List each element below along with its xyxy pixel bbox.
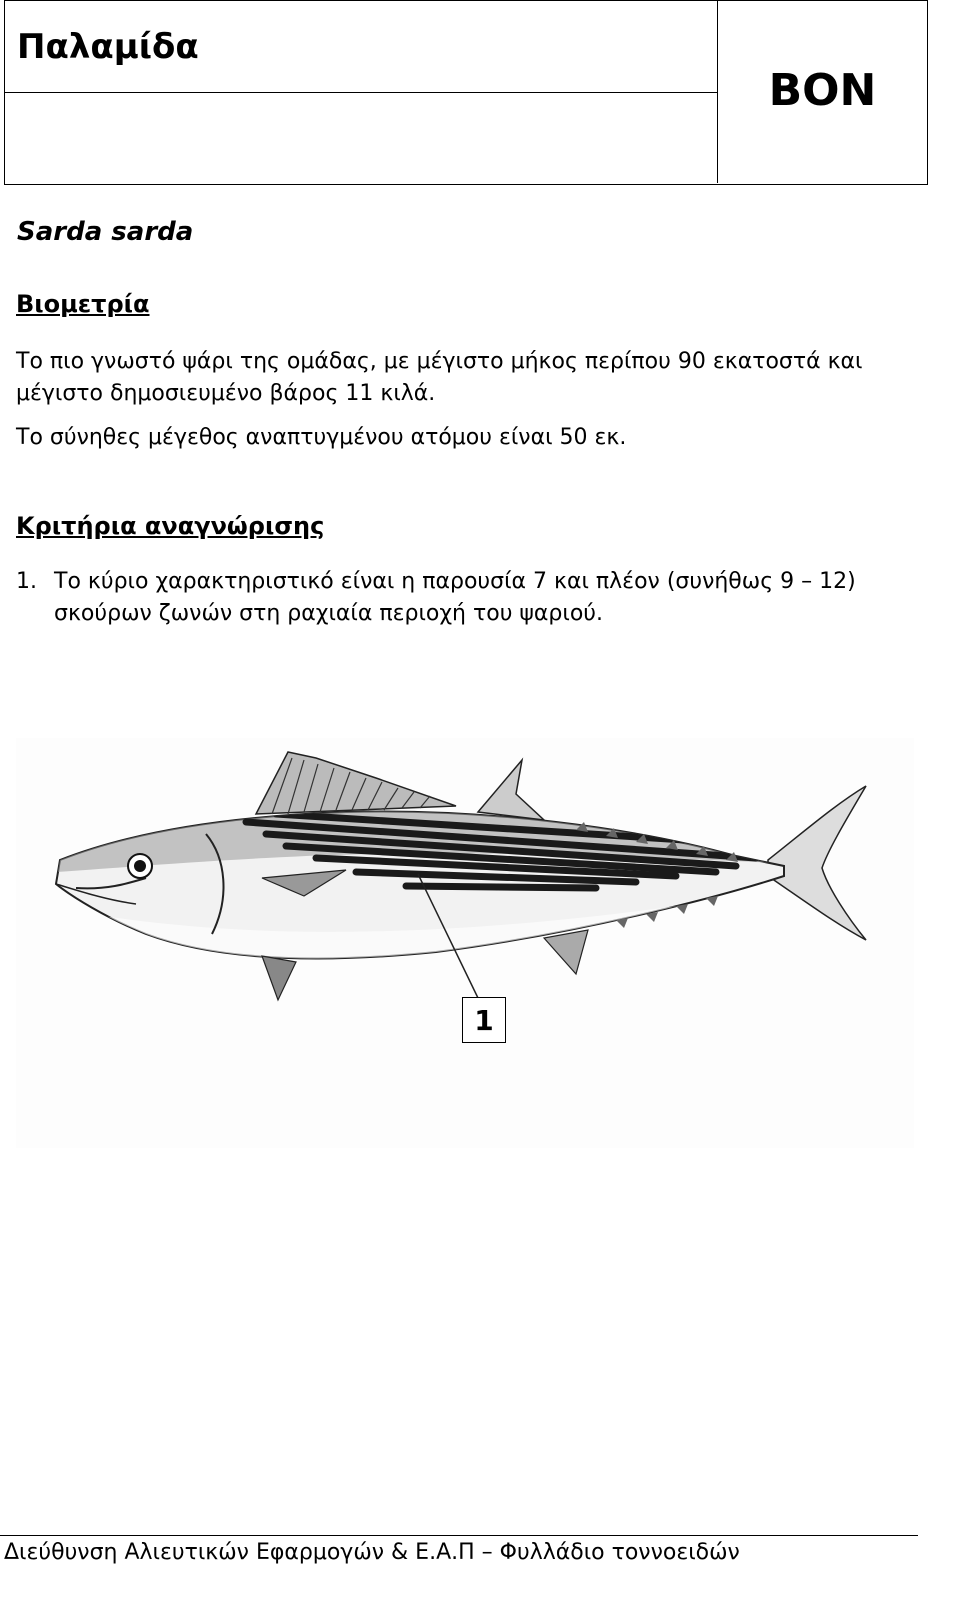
footer-divider [0,1535,918,1536]
biometry-line-1: Το πιο γνωστό ψάρι της ομάδας, με μέγιστο μήκος περίπου 90 εκατοστά και [16,349,863,374]
tail-fin [768,786,866,940]
biometry-line-2: μέγιστο δημοσιευμένο βάρος 11 κιλά. [16,381,436,406]
biometry-paragraph [16,346,916,410]
footer-text: Διεύθυνση Αλιευτικών Εφαρμογών & Ε.Α.Π – Φυλλάδιο τοννοειδών [4,1540,740,1565]
callout-label-1: 1 [462,997,506,1043]
criteria-item [16,566,916,630]
identification-heading: Κριτήρια αναγνώρισης [16,512,325,540]
scientific-name-cell [5,93,718,247]
common-name-cell [5,1,718,93]
species-code-cell [718,1,927,183]
bonito-fish-illustration [16,738,914,1148]
pelvic-fin [262,956,296,1000]
criteria-line-2: σκούρων ζωνών στη ραχιαία περιοχή του ψαριού. [54,601,604,626]
anal-fin [544,930,588,974]
criteria-list [16,566,916,630]
scientific-name: Sarda sarda [17,217,194,247]
first-dorsal-fin [256,752,456,814]
species-header [4,0,928,247]
criteria-number: 1. [16,569,37,594]
criteria-text [54,566,916,630]
fish-figure [16,738,914,1148]
criteria-line-1: Το κύριο χαρακτηριστικό είναι η παρουσία 7 και πλέον (συνήθως 9 – 12) [54,569,856,594]
second-dorsal-fin [478,760,544,820]
species-code: BON [768,65,877,116]
common-name: Παλαμίδα [17,27,199,67]
biometry-heading: Βιομετρία [16,290,150,318]
typical-size-paragraph: Το σύνηθες μέγεθος αναπτυγμένου ατόμου είναι 50 εκ. [16,425,627,450]
